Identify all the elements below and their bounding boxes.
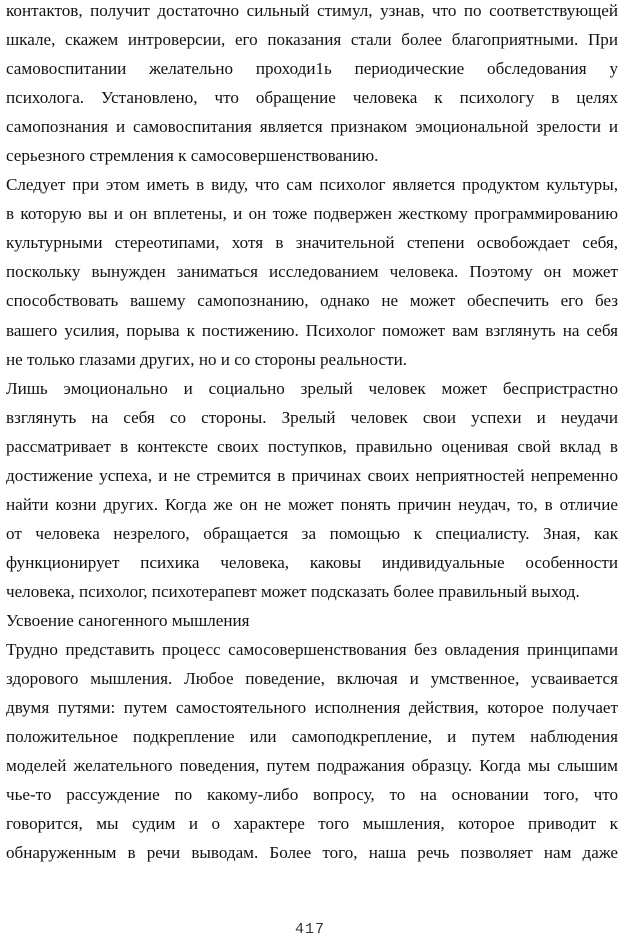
text-line: не только глазами других, но и со стороны реальности. xyxy=(6,349,407,369)
text-line: самопознания и самовоспитания является признаком эмоциональной зрелости и xyxy=(6,117,618,137)
text-line: функционирует психика человека, каковы индивидуальные особенности xyxy=(6,552,618,572)
text-line: вашего усилия, порыва к постижению. Психолог поможет вам взглянуть на себя xyxy=(6,320,618,340)
text-line: здорового мышления. Любое поведение, включая и умственное, усваивается xyxy=(6,669,618,689)
text-line: от человека незрелого, обращается за помощью к специалисту. Зная, как xyxy=(6,523,618,543)
text-line: способствовать вашему самопознанию, однако не может обеспечить его без xyxy=(6,291,618,311)
text-line: двумя путями: путем самостоятельного исполнения действия, которое получает xyxy=(6,698,618,718)
text-line: Следует при этом иметь в виду, что сам психолог является продуктом культуры, xyxy=(6,175,618,195)
text-line: говорится, мы судим и о характере того мышления, которое приводит к xyxy=(6,814,618,834)
text-line: положительное подкрепление или самоподкрепление, и путем наблюдения xyxy=(6,727,618,747)
text-line: самовоспитании желательно проходи1ь периодические обследования у xyxy=(6,59,618,79)
text-line: найти козни других. Когда же он не может понять причин неудач, то, в отличие xyxy=(6,494,618,514)
text-line: Лишь эмоционально и социально зрелый человек может беспристрастно xyxy=(6,378,618,398)
text-line: Трудно представить процесс самосовершенствования без овладения принципами xyxy=(6,640,618,660)
text-line: достижение успеха, и не стремится в причинах своих неприятностей непременно xyxy=(6,465,618,485)
text-line: психолога. Установлено, что обращение человека к психологу в целях xyxy=(6,88,618,108)
text-line: контактов, получит достаточно сильный стимул, узнав, что по соответствующей xyxy=(6,1,618,20)
text-line: чье-то рассуждение по какому-либо вопросу, то на основании того, что xyxy=(6,785,618,805)
text-line: рассматривает в контексте своих поступков, правильно оценивая свой вклад в xyxy=(6,436,618,456)
page-number: 417 xyxy=(294,921,325,938)
text-line: шкале, скажем интроверсии, его показания стали более благоприятными. При xyxy=(6,30,618,50)
text-line: моделей желательного поведения, путем подражания образцу. Когда мы слышим xyxy=(6,756,618,776)
text-line: поскольку вынужден заниматься исследованием человека. Поэтому он может xyxy=(6,262,618,282)
text-line: человека, психолог, психотерапевт может подсказать более правильный выход. xyxy=(6,581,580,601)
section-heading: Усвоение саногенного мышления xyxy=(6,610,250,630)
text-line: обнаруженным в речи выводам. Более того, наша речь позволяет нам даже xyxy=(6,843,618,863)
text-line: взглянуть на себя со стороны. Зрелый человек свои успехи и неудачи xyxy=(6,407,618,427)
text-line: в которую вы и он вплетены, и он тоже подвержен жесткому программированию xyxy=(6,204,618,224)
text-line: серьезного стремления к самосовершенствованию. xyxy=(6,146,379,166)
text-line: культурными стереотипами, хотя в значительной степени освобождает себя, xyxy=(6,233,618,253)
body-text xyxy=(6,0,618,867)
